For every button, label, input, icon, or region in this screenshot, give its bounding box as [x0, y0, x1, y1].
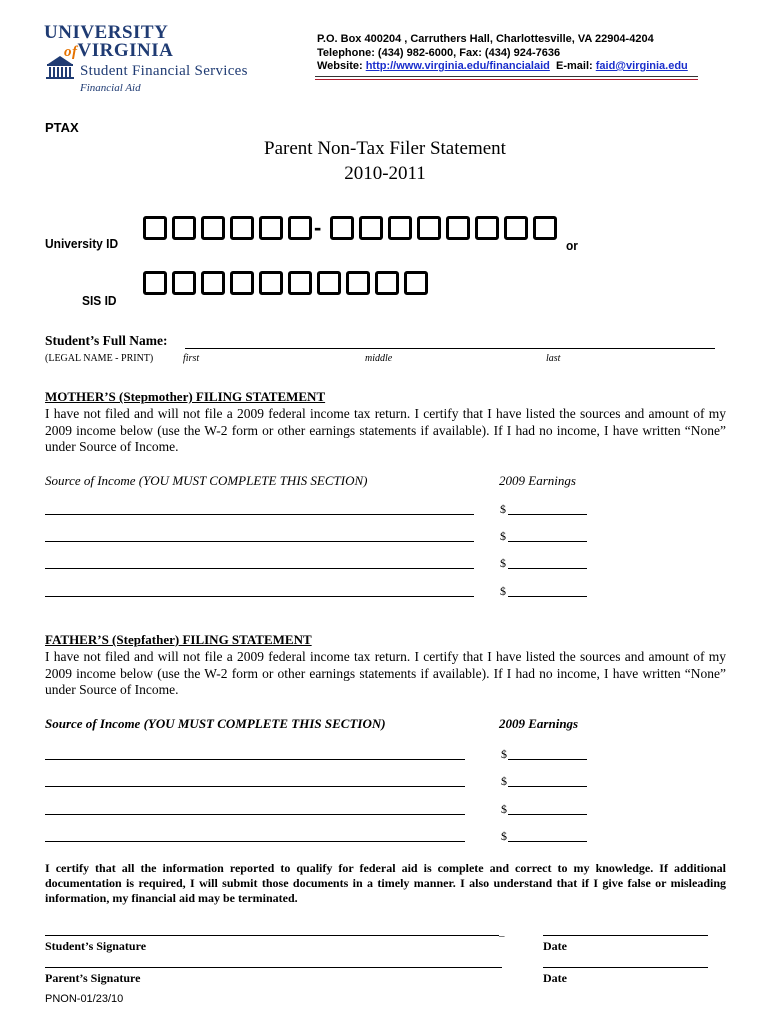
mother-earnings-header: 2009 Earnings [499, 473, 576, 488]
dollar-sign: $ [501, 747, 507, 761]
mother-earnings-input[interactable] [508, 596, 587, 597]
father-statement: I have not filed and will not file a 2009 federal income tax return. I certify that I have listed the sources and amount of my 2009 income below (use the W-2 form or other earnings statements if available). If I had no income, I have written “None” under Source of Income. [45, 649, 726, 697]
father-earnings-input[interactable] [508, 759, 587, 760]
id-digit-box[interactable] [475, 216, 499, 240]
header-rule-red [315, 79, 698, 80]
logo-virginia-word: VIRGINIA [77, 40, 174, 61]
email-label: E-mail: [556, 60, 593, 72]
sis-digit-box[interactable] [346, 271, 370, 295]
website-label: Website: [317, 60, 363, 72]
dollar-sign: $ [500, 584, 506, 598]
father-section-heading: FATHER’S (Stepfather) FILING STATEMENT [45, 632, 312, 647]
father-earnings-input[interactable] [508, 841, 587, 842]
father-earnings-header: 2009 Earnings [499, 716, 579, 731]
id-digit-box[interactable] [359, 216, 383, 240]
contact-block [317, 33, 688, 74]
dollar-sign: $ [500, 529, 506, 543]
id-digit-box[interactable] [417, 216, 441, 240]
address: P.O. Box 400204 , Carruthers Hall, Charlottesville, VA 22904-4204 [317, 33, 654, 45]
id-digit-box[interactable] [230, 216, 254, 240]
phone-fax: Telephone: (434) 982-6000, Fax: (434) 924-7636 [317, 46, 561, 59]
mother-statement: I have not filed and will not file a 2009 federal income tax return. I certify that I have listed the sources and amount of my 2009 income below (use the W-2 form or other earnings statements if available). If I had no income, I have written “None” under Source of Income. [45, 406, 726, 454]
id-digit-box[interactable] [288, 216, 312, 240]
father-source-header: Source of Income (YOU MUST COMPLETE THIS SECTION) [45, 716, 386, 731]
signature-line-tail: _ [499, 926, 505, 938]
parent-signature-input[interactable] [45, 967, 502, 968]
logo-of-word: of [64, 44, 78, 60]
sis-digit-box[interactable] [201, 271, 225, 295]
mother-source-input[interactable] [45, 514, 474, 515]
mother-earnings-input[interactable] [508, 514, 587, 515]
id-digit-box[interactable] [172, 216, 196, 240]
sis-digit-box[interactable] [259, 271, 283, 295]
dollar-sign: $ [501, 829, 507, 843]
header-rule-dark [315, 76, 698, 77]
sis-digit-box[interactable] [288, 271, 312, 295]
id-digit-box[interactable] [533, 216, 557, 240]
mother-section-heading: MOTHER’S (Stepmother) FILING STATEMENT [45, 389, 326, 404]
father-earnings-input[interactable] [508, 814, 587, 815]
sis-digit-box[interactable] [375, 271, 399, 295]
father-source-input[interactable] [45, 814, 465, 815]
dollar-sign: $ [501, 774, 507, 788]
mother-earnings-input[interactable] [508, 568, 587, 569]
id-digit-box[interactable] [143, 216, 167, 240]
mother-earnings-input[interactable] [508, 541, 587, 542]
father-source-input[interactable] [45, 759, 465, 760]
father-source-input[interactable] [45, 841, 465, 842]
sis-id-label: SIS ID [82, 293, 117, 308]
certification-text: I certify that all the information reported to qualify for federal aid is complete and correct to my knowledge. If additional documentation is required, I will submit those documents in a timely manner. I also understand that if I give false or misleading information, my financial aid may be terminated. [45, 861, 726, 905]
id-separator: - [314, 215, 322, 240]
email-link[interactable]: faid@virginia.edu [595, 60, 688, 72]
website-link[interactable]: http://www.virginia.edu/financialaid [365, 60, 550, 72]
parent-signature-label: Parent’s Signature [45, 971, 141, 985]
legal-name-note: (LEGAL NAME - PRINT) [45, 353, 154, 364]
dollar-sign: $ [501, 802, 507, 816]
father-earnings-input[interactable] [508, 786, 587, 787]
aid-year: 2010-2011 [344, 163, 426, 184]
id-digit-box[interactable] [330, 216, 354, 240]
department-name: Student Financial Services [80, 63, 248, 79]
middle-name-caption: middle [365, 353, 393, 364]
student-name-input[interactable] [185, 348, 715, 349]
id-digit-box[interactable] [201, 216, 225, 240]
id-digit-box[interactable] [259, 216, 283, 240]
student-signature-label: Student’s Signature [45, 939, 147, 953]
parent-date-label: Date [543, 971, 567, 985]
student-date-label: Date [543, 939, 567, 953]
student-signature-input[interactable] [45, 935, 499, 936]
id-digit-box[interactable] [446, 216, 470, 240]
student-name-label: Student’s Full Name: [45, 333, 168, 348]
parent-date-input[interactable] [543, 967, 708, 968]
sis-digit-box[interactable] [143, 271, 167, 295]
mother-source-header: Source of Income (YOU MUST COMPLETE THIS SECTION) [45, 473, 368, 488]
mother-source-input[interactable] [45, 596, 474, 597]
rotunda-icon [44, 54, 76, 80]
last-name-caption: last [546, 353, 561, 364]
sis-digit-box[interactable] [404, 271, 428, 295]
form-revision-code: PNON-01/23/10 [45, 993, 124, 1005]
sis-digit-box[interactable] [172, 271, 196, 295]
university-id-label: University ID [45, 236, 119, 251]
dollar-sign: $ [500, 556, 506, 570]
mother-source-input[interactable] [45, 568, 474, 569]
sis-digit-box[interactable] [230, 271, 254, 295]
page-title: Parent Non-Tax Filer Statement [264, 138, 506, 159]
sis-digit-box[interactable] [317, 271, 341, 295]
student-date-input[interactable] [543, 935, 708, 936]
first-name-caption: first [183, 353, 200, 364]
id-digit-box[interactable] [504, 216, 528, 240]
mother-source-input[interactable] [45, 541, 474, 542]
logo-university-word: UNIVERSITY [44, 22, 169, 43]
id-digit-box[interactable] [388, 216, 412, 240]
or-label: or [566, 238, 578, 253]
form-code: PTAX [45, 120, 79, 135]
father-source-input[interactable] [45, 786, 465, 787]
subdepartment-name: Financial Aid [80, 82, 141, 94]
dollar-sign: $ [500, 502, 506, 516]
